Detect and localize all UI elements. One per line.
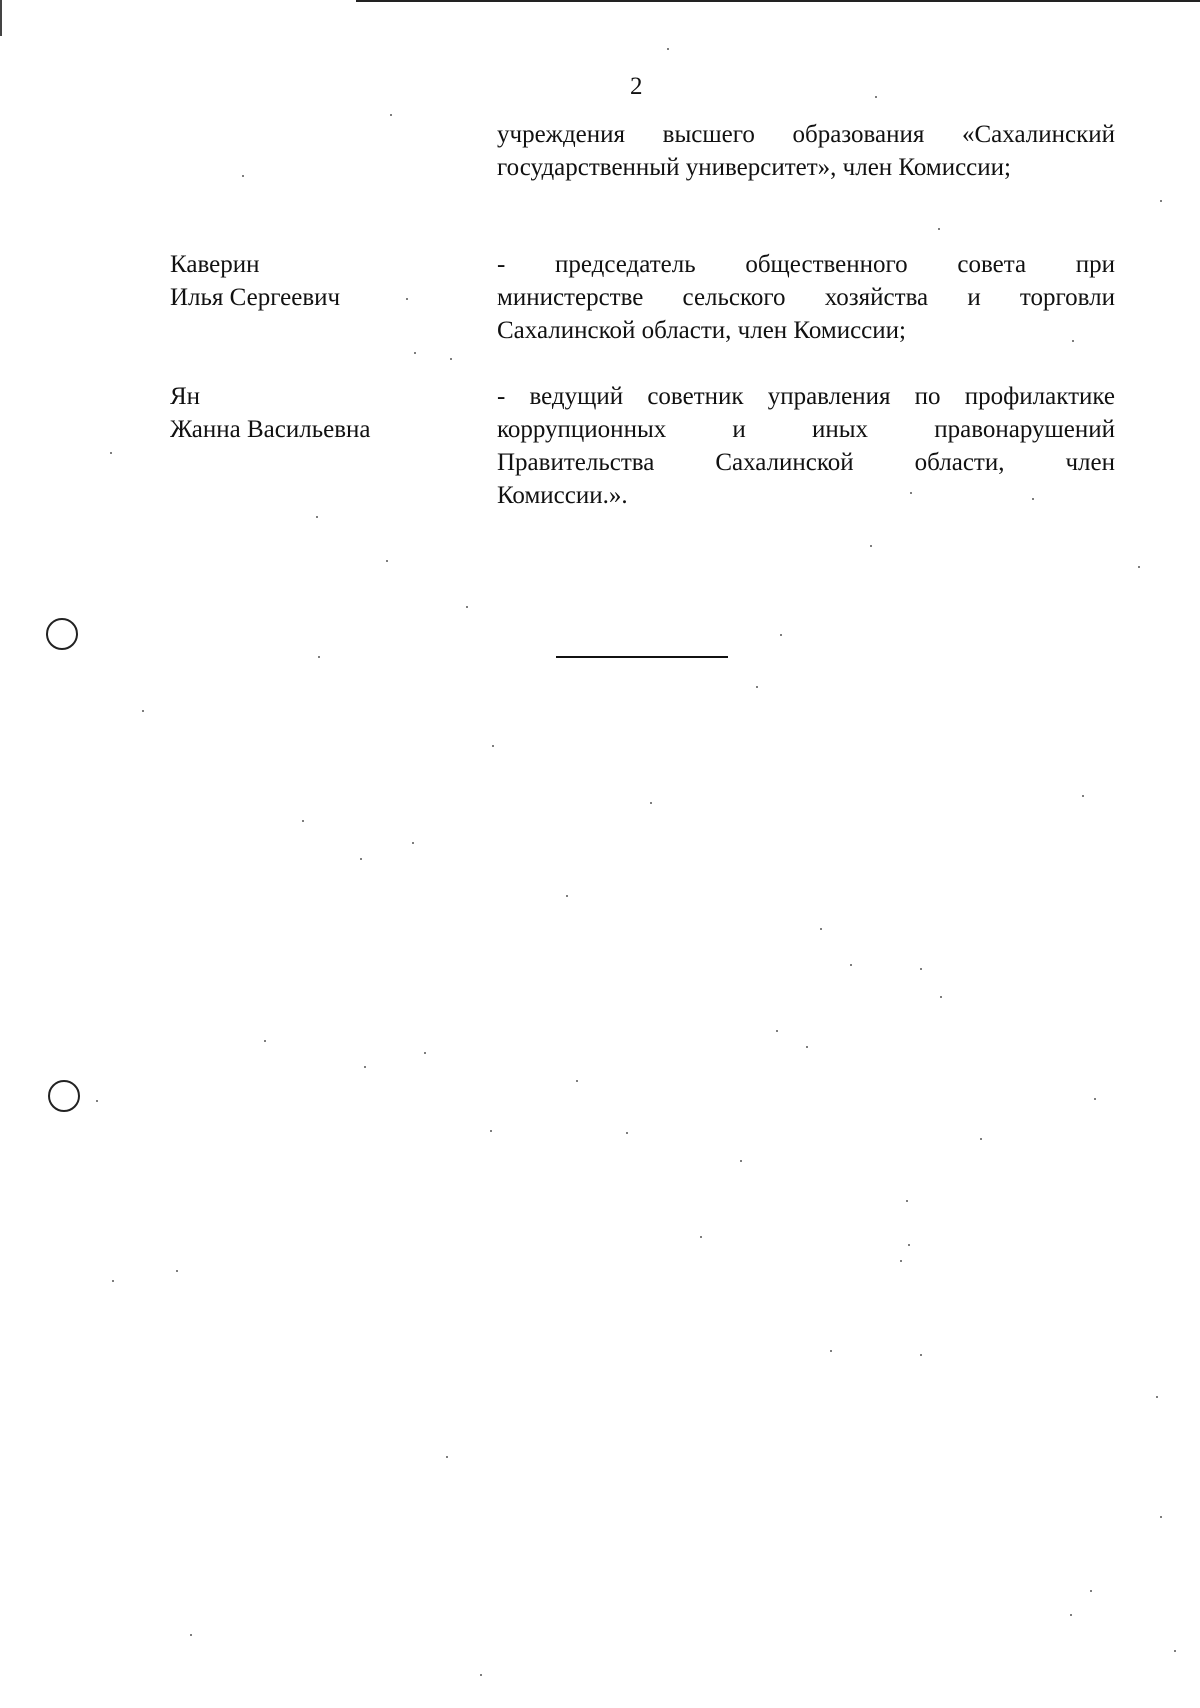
paragraph-line: министерстве сельского хозяйства и торговли (497, 284, 1115, 311)
punch-hole-icon (48, 1080, 80, 1112)
paragraph-line: Правительства Сахалинской области, член (497, 449, 1115, 476)
member-description-yan (497, 380, 1115, 512)
member-given-names: Илья Сергеевич (170, 284, 341, 311)
member-given-names: Жанна Васильевна (170, 416, 371, 443)
member-name-kaverin (170, 248, 340, 314)
paragraph-line: Комиссии.». (497, 482, 628, 509)
punch-hole-icon (46, 618, 78, 650)
member-surname: Ян (170, 383, 201, 410)
paragraph-line: коррупционных и иных правонарушений (497, 416, 1115, 443)
paragraph-line: учреждения высшего образования «Сахалинский (497, 121, 1115, 148)
scan-edge-left (0, 0, 2, 36)
member-description-kaverin (497, 248, 1115, 347)
paragraph-line: - председатель общественного совета при (497, 251, 1115, 278)
end-of-document-rule (556, 656, 728, 658)
paragraph-line: - ведущий советник управления по профилактике (497, 383, 1115, 410)
paragraph-line: Сахалинской области, член Комиссии; (497, 317, 906, 344)
scan-edge-top (356, 0, 1200, 2)
member-name-yan (170, 380, 370, 446)
continuation-paragraph (497, 118, 1115, 184)
paragraph-line: государственный университет», член Комиссии; (497, 154, 1011, 181)
member-surname: Каверин (170, 251, 260, 278)
page-number: 2 (630, 73, 643, 100)
